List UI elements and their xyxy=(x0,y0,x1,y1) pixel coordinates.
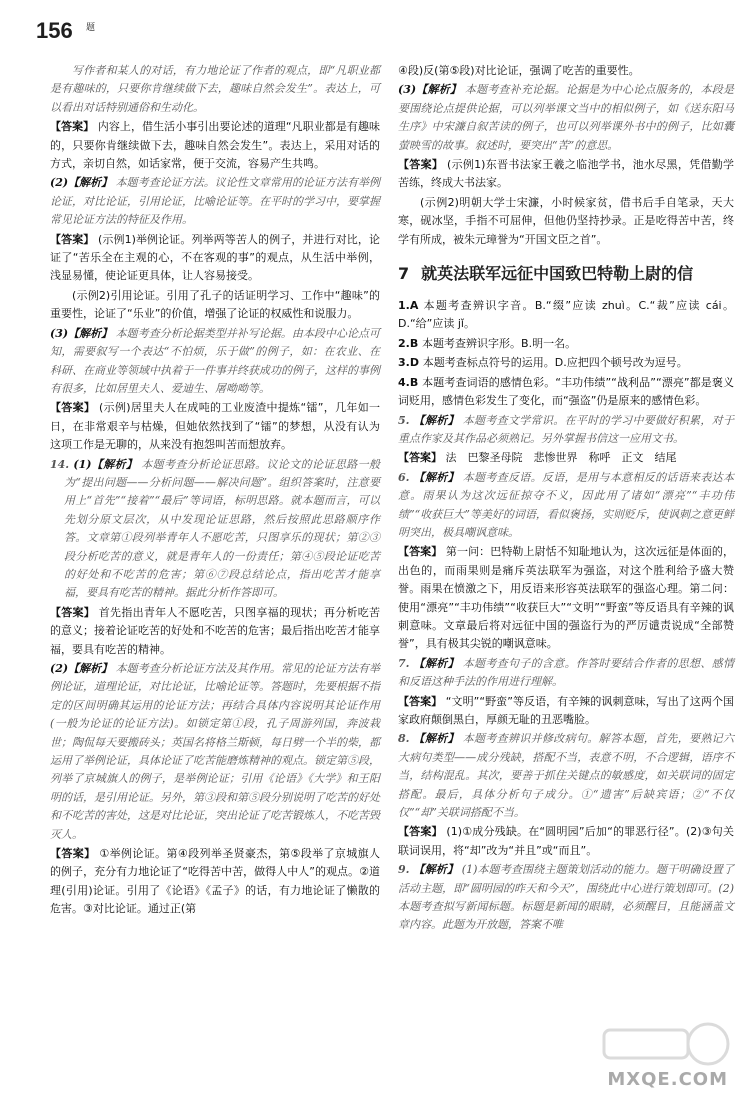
answer-tag: 【解析】 xyxy=(413,470,459,484)
watermark-text: MXQE.COM xyxy=(607,1069,728,1090)
text-paragraph xyxy=(50,62,380,117)
answer-tag: 【答案】 xyxy=(50,232,95,246)
paragraph-text: (示例)居里夫人在成吨的工业废渣中提炼“镭”，几年如一日，在非常艰辛与枯燥，但她依然找到了“镭”的梦想，从没有认为这项工作是无聊的，从来没有抱怨叫苦而想放弃。 xyxy=(50,401,380,452)
text-paragraph xyxy=(398,861,734,935)
text-paragraph xyxy=(398,297,734,334)
text-paragraph xyxy=(398,543,734,653)
question-number: 3.D xyxy=(398,356,423,370)
text-paragraph xyxy=(50,325,380,399)
paragraph-text: 本题考查标点符号的运用。D.应把四个顿号改为逗号。 xyxy=(422,356,688,370)
paragraph-text: 本题考查分析论证思路。议论文的论证思路一般为“提出问题——分析问题——解决问题”。组织答案时，注意要用上“首先”“接着”“最后”等词语，标明思路。就本题而言，可以先划分原文层次，从中发现论证思路，然后按照此思路顺序作答。文章第①段列举青年人不愿吃苦，只图享乐的现状；第②③段分析吃苦的意义，就是青年人的一份责任；第④⑤段论证吃苦的好处和不吃苦的危害；第⑥⑦段总结论点，指出吃苦才能享福，要具有吃苦的精神。据此分析作答即可。 xyxy=(64,457,380,600)
question-number: 4.B xyxy=(398,375,423,389)
paragraph-text: 本题考查辨识字音。B.“缀”应读 zhuì。C.“裁”应读 cái。D.“给”应读 jǐ。 xyxy=(398,299,734,331)
answer-tag: 【答案】 xyxy=(398,694,443,708)
answer-tag: 【解析】 xyxy=(413,413,459,427)
text-paragraph xyxy=(398,335,734,353)
section-title xyxy=(398,263,734,285)
text-paragraph xyxy=(398,730,734,822)
text-paragraph xyxy=(398,62,734,80)
text-paragraph xyxy=(50,604,380,659)
paragraph-text: ①举例论证。第④段列举圣贤豪杰，第⑤段举了京城旗人的例子，充分有力地论证了“吃得苦中苦，做得人中人”的观点。②道理(引用)论证。引用了《论语》《孟子》的话，有力地论证了懒散的危害。③对比论证。通过正(第 xyxy=(50,847,380,916)
paragraph-text: (示例1)举例论证。列举两等苦人的例子，并进行对比，论证了“苦乐全在主观的心，不在客观的事”的观点，从生活中举例，浅显易懂，使论证更具体，让人容易接受。 xyxy=(50,232,380,283)
text-paragraph xyxy=(50,845,380,919)
text-paragraph xyxy=(398,156,734,193)
paragraph-text: 首先指出青年人不愿吃苦，只图享福的现状；再分析吃苦的意义；接着论证吃苦的好处和不吃苦的危害；最后指出吃苦才能享福，要具有吃苦的精神。 xyxy=(50,605,381,656)
paragraph-text: (示例2)引用论证。引用了孔子的话证明学习、工作中“趣味”的重要性，论证了“乐业”的价值，增强了论证的权威性和说服力。 xyxy=(50,288,380,321)
text-paragraph xyxy=(50,174,380,229)
question-number: 14. xyxy=(50,457,74,471)
paragraph-text: (示例1)东晋书法家王羲之临池学书，池水尽黑，凭借勤学苦练，终成大书法家。 xyxy=(398,158,735,190)
answer-tag: 【答案】 xyxy=(50,120,95,134)
answer-tag: 【答案】 xyxy=(398,158,444,172)
section-title-text: 就英法联军远征中国致巴特勒上尉的信 xyxy=(421,264,694,284)
answer-tag: 【答案】 xyxy=(398,545,443,559)
text-paragraph xyxy=(398,469,734,543)
answer-tag: 【解析】 xyxy=(413,863,459,877)
question-number: 7. xyxy=(398,656,414,670)
paragraph-text: 本题考查句子的含意。作答时要结合作者的思想、感情和反语这种手法的作用进行理解。 xyxy=(398,656,734,689)
answer-tag: 【答案】 xyxy=(50,847,96,861)
question-number: 5. xyxy=(398,413,414,427)
paragraph-text: 本题考查文学常识。在平时的学习中要做好积累，对于重点作家及其作品必须熟记。另外掌握书信这一应用文书。 xyxy=(398,413,734,445)
paragraph-text: 法 巴黎圣母院 悲惨世界 称呼 正文 结尾 xyxy=(442,451,677,465)
text-paragraph xyxy=(50,399,380,454)
text-paragraph xyxy=(50,456,380,603)
text-paragraph xyxy=(398,655,734,692)
paragraph-text: 内容上，借生活小事引出要论述的道理“凡职业都是有趣味的，只要你肯继续做下去，趣味自然会发生”。表达上，采用对话的方式，亲切自然，如话家常，便于交流，容易产生共鸣。 xyxy=(50,120,381,171)
page-mark: 题 xyxy=(86,23,96,33)
text-paragraph xyxy=(50,660,380,844)
paragraph-text: 本题考查词语的感情色彩。“丰功伟绩”“战利品”“漂亮”都是褒义词贬用，感情色彩发生了变化，而“强盗”仍是原来的感情色彩。 xyxy=(398,375,735,408)
answer-tag: (3)【解析】 xyxy=(50,326,113,340)
question-number: 1.A xyxy=(398,299,424,313)
paragraph-text: ④段)反(第⑤段)对比论证，强调了吃苦的重要性。 xyxy=(398,64,640,77)
paragraph-text: 本题考查分析论据类型并补写论据。由本段中心论点可知，需要叙写一个表达“不怕烦，乐于做”的例子，如：在农业、在科研、在商业等领域中执着于一件事并终获成功的例子，这样的事例有很多，比如居里夫人、爱迪生、屠呦呦等。 xyxy=(50,326,380,395)
answer-tag: (2)【解析】 xyxy=(50,176,113,190)
paragraph-text: 本题考查补充论据。论据是为中心论点服务的，本段是要围绕论点提供论据，可以列举课文当中的相似例子，如《送东阳马生序》中宋濂自叙苦读的例子，也可以列举课外书中的例子，比如囊萤映雪的故事。叙述时，要突出“苦”的意思。 xyxy=(398,83,734,152)
question-number: 9. xyxy=(398,863,414,877)
text-paragraph xyxy=(50,231,380,286)
question-number: 8. xyxy=(398,732,414,746)
answer-tag: (1)【解析】 xyxy=(73,457,138,471)
question-number: 6. xyxy=(398,470,414,484)
text-paragraph xyxy=(398,354,734,372)
text-paragraph xyxy=(398,449,734,467)
paragraph-text: (1)本题考查围绕主题策划活动的能力。题干明确设置了活动主题，即“圆明园的昨天和今天”，围绕此中心进行策划即可。(2)本题考查拟写新闻标题。标题是新闻的眼睛，必须醒目，且能涵盖文章内容。此题为开放题，答案不唯 xyxy=(398,863,735,932)
answer-tag: 【答案】 xyxy=(398,451,442,465)
paragraph-text: 本题考查辨识并修改病句。解答本题，首先，要熟记六大病句类型——成分残缺，搭配不当，表意不明，不合逻辑，语序不当，结构混乱。其次，要善于抓住关键点的敏感度，如关联词的固定搭配。最后，具体分析句子成分。①“遗害”后缺宾语；②“不仅仅”“却”关联词搭配不当。 xyxy=(398,732,734,820)
text-paragraph xyxy=(398,412,734,449)
text-paragraph xyxy=(50,287,380,324)
page-number: 156 xyxy=(36,18,73,43)
text-paragraph xyxy=(50,118,380,173)
answer-tag: (3)【解析】 xyxy=(398,83,462,97)
question-number: 2.B xyxy=(398,336,423,350)
left-column xyxy=(50,62,380,920)
answer-tag: (2)【解析】 xyxy=(50,662,113,675)
section-number: 7 xyxy=(398,264,410,284)
paragraph-text: 第一问：巴特勒上尉恬不知耻地认为，这次远征是体面的，出色的，而雨果则是痛斥英法联军为强盗，对这个胜利给予盛大赞誉。雨果在愤激之下，用反语来形容英法联军的强盗心理。第二问：使用“漂亮”“丰功伟绩”“收获巨大”“文明”“野蛮”等反语具有辛辣的讽刺意味。文章最后将对远征中国的强盗行为的严厉谴责说成“全部赞誉”，具有极其尖锐的嘲讽意味。 xyxy=(398,545,735,651)
paragraph-text: 本题考查辨识字形。B.明一名。 xyxy=(422,336,577,350)
paragraph-text: 本题考查论证方法。议论性文章常用的论证方法有举例论证，对比论证，引用论证，比喻论证等。在平时的学习中，要掌握常见论证方法的特征及作用。 xyxy=(50,176,380,227)
answer-tag: 【解析】 xyxy=(413,656,459,670)
paragraph-text: 写作者和某人的对话，有力地论证了作者的观点，即“凡职业都是有趣味的，只要你肯继续做下去，趣味自然会发生”。表达上，可以看出对话特别通俗和生动化。 xyxy=(50,64,380,114)
text-paragraph xyxy=(398,194,734,249)
text-paragraph xyxy=(398,693,734,730)
paragraph-text: 本题考查分析论证方法及其作用。常见的论证方法有举例论证，道理论证，对比论证，比喻论证等。答题时，先要根据不指定的区间明确其运用的论证方法；再结合具体内容说明其论证作用(一般为论证的论证方法)。如锁定第①段，孔子周游列国，奔波栽世；陶侃每天要搬砖头；英国名将格兰斯顿，每日劈一个半的柴，都运用了举例论证，具体论证了吃苦能磨炼精神的观点。锁定第⑤段，列举了京城旗人的例子，是举例论证；引用《论语》《大学》和王阳明的话，是引用论证。另外，第③段和第⑤段分别说明了吃苦的好处和不吃苦的害处，这是对比论证，突出论证了吃苦锻炼人，不吃苦毁灭人。 xyxy=(50,662,380,841)
answer-tag: 【解析】 xyxy=(413,732,459,746)
paragraph-text: “文明”“野蛮”等反语，有辛辣的讽刺意味，写出了这两个国家政府颠倒黑白，厚颜无耻的丑恶嘴脸。 xyxy=(398,694,735,726)
paragraph-text: 本题考查反语。反语，是用与本意相反的话语来表达本意。雨果认为这次远征掠夺不义，因此用了诸如“漂亮”“丰功伟绩”“收获巨大”等美好的词语，看似褒扬，实则贬斥，使讽刺之意更鲜明突出，极具嘲讽意味。 xyxy=(398,470,734,539)
text-paragraph xyxy=(398,374,734,411)
right-column xyxy=(398,62,734,936)
answer-tag: 【答案】 xyxy=(398,825,443,839)
paragraph-text: (1)①成分残缺。在“圆明园”后加“的罪恶行径”。(2)③句关联词误用，将“却”改为“并且”或“而且”。 xyxy=(398,825,734,857)
answer-tag: 【答案】 xyxy=(50,401,96,415)
text-paragraph xyxy=(398,81,734,155)
paragraph-text: (示例2)明朝大学士宋濂，小时候家贫，借书后手自笔录，天大寒，砚冰坚，手指不可屈伸，但他仍坚持抄录。正是吃得苦中苦，终学有所成，被朱元璋誉为“开国文臣之首”。 xyxy=(398,195,734,246)
answer-tag: 【答案】 xyxy=(50,605,96,619)
text-paragraph xyxy=(398,823,734,860)
